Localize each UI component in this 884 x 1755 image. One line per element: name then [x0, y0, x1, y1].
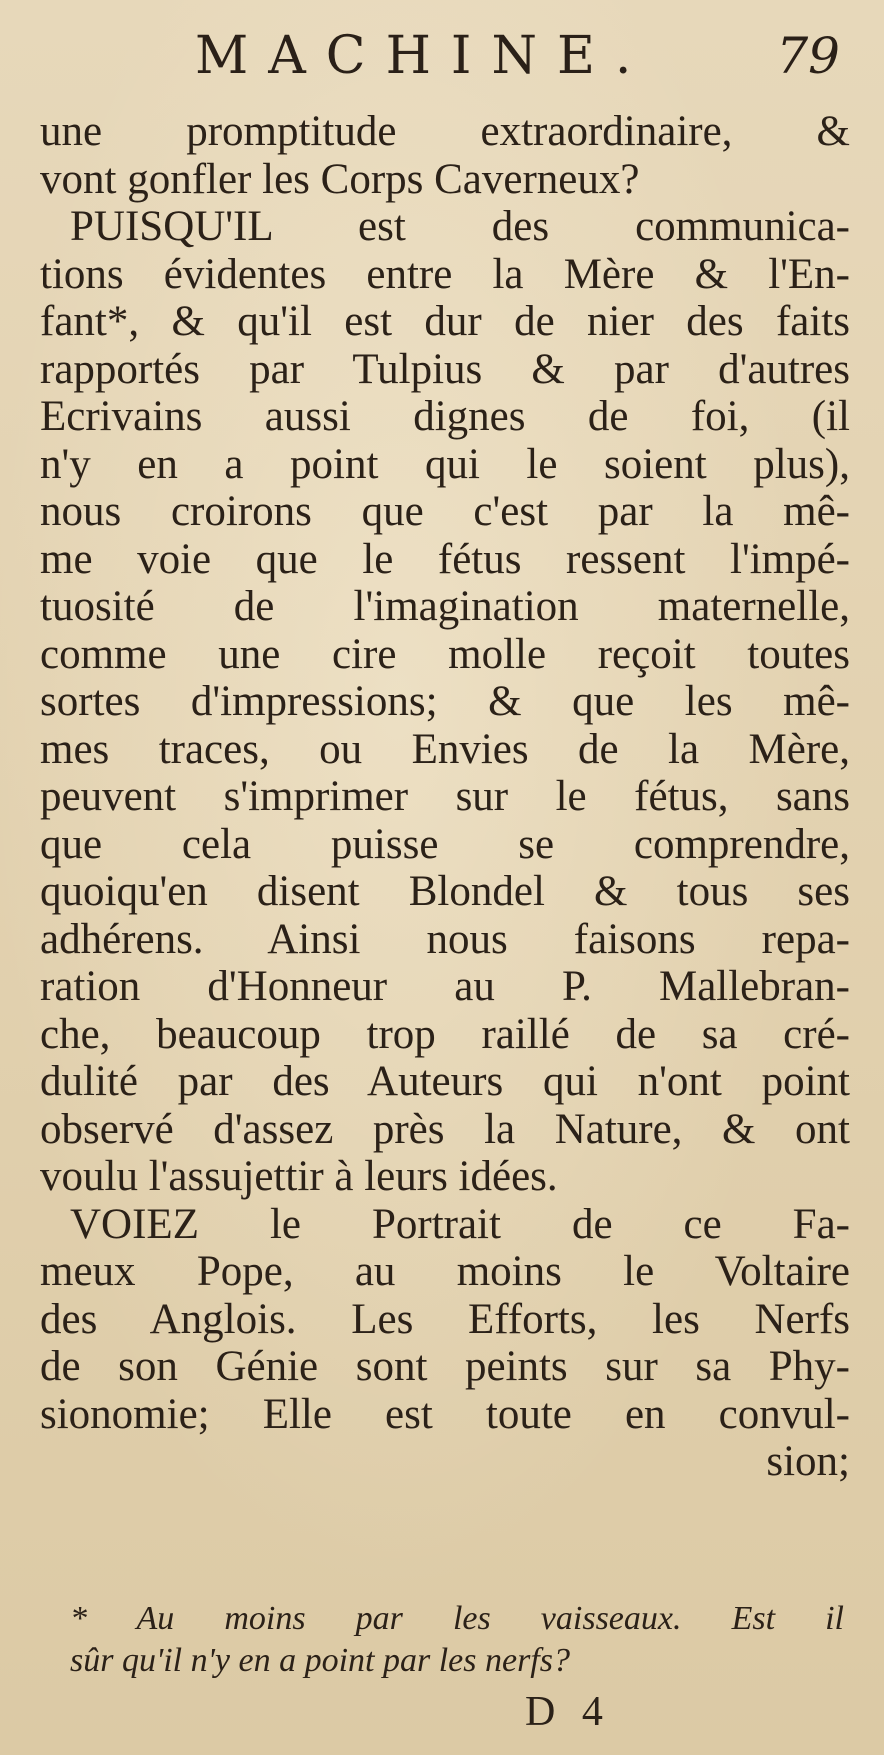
text-line: nous croirons que c'est par la mê- — [40, 488, 850, 535]
running-title: MACHINE. — [195, 26, 652, 86]
text-line: me voie que le fétus ressent l'impé- — [40, 535, 850, 583]
page-header — [40, 18, 850, 96]
text-line: sortes d'impressions; & que les mê- — [40, 678, 850, 725]
page-number: 79 — [776, 27, 840, 85]
text-line: tuosité de l'imagination maternelle, — [40, 583, 850, 630]
text-line: de son Génie sont peints sur sa Phy- — [40, 1343, 850, 1390]
text-line: meux Pope, au moins le Voltaire — [40, 1248, 850, 1295]
text-line: rapportés par Tulpius & par d'autres — [40, 345, 850, 393]
text-line: dulité par des Auteurs qui n'ont point — [40, 1058, 850, 1105]
text-line: PUISQU'IL est des communica- — [70, 203, 850, 250]
footnote-line: sûr qu'il n'y en a point par les nerfs? — [70, 1642, 570, 1679]
text-line: voulu l'assujettir à leurs idées. — [40, 1153, 558, 1200]
footnote-line: * Au moins par les vaisseaux. Est il — [70, 1600, 844, 1637]
text-line: mes traces, ou Envies de la Mère, — [40, 725, 850, 773]
text-line: n'y en a point qui le soient plus), — [40, 440, 850, 488]
text-line: fant*, & qu'il est dur de nier des faits — [40, 298, 850, 345]
text-line: sionomie; Elle est toute en convul- — [40, 1390, 850, 1438]
text-line: ration d'Honneur au P. Mallebran- — [40, 963, 850, 1010]
text-line: che, beaucoup trop raillé de sa cré- — [40, 1010, 850, 1058]
text-line: des Anglois. Les Efforts, les Nerfs — [40, 1295, 850, 1343]
text-line: sion; — [766, 1438, 850, 1485]
text-line: quoiqu'en disent Blondel & tous ses — [40, 868, 850, 915]
footnote — [70, 1598, 844, 1682]
signature-mark: D 4 — [525, 1689, 611, 1735]
text-line: adhérens. Ainsi nous faisons repa- — [40, 915, 850, 963]
text-line: peuvent s'imprimer sur le fétus, sans — [40, 773, 850, 820]
text-line: VOIEZ le Portrait de ce Fa- — [70, 1200, 850, 1248]
text-line: Ecrivains aussi dignes de foi, (il — [40, 393, 850, 440]
text-line: que cela puisse se comprendre, — [40, 820, 850, 868]
text-line: vont gonfler les Corps Caverneux? — [40, 155, 640, 203]
main-text — [40, 108, 850, 1486]
text-line: comme une cire molle reçoit toutes — [40, 630, 850, 678]
text-line: observé d'assez près la Nature, & ont — [40, 1105, 850, 1153]
text-line: tions évidentes entre la Mère & l'En- — [40, 250, 850, 298]
text-line: une promptitude extraordinaire, & — [40, 108, 850, 155]
